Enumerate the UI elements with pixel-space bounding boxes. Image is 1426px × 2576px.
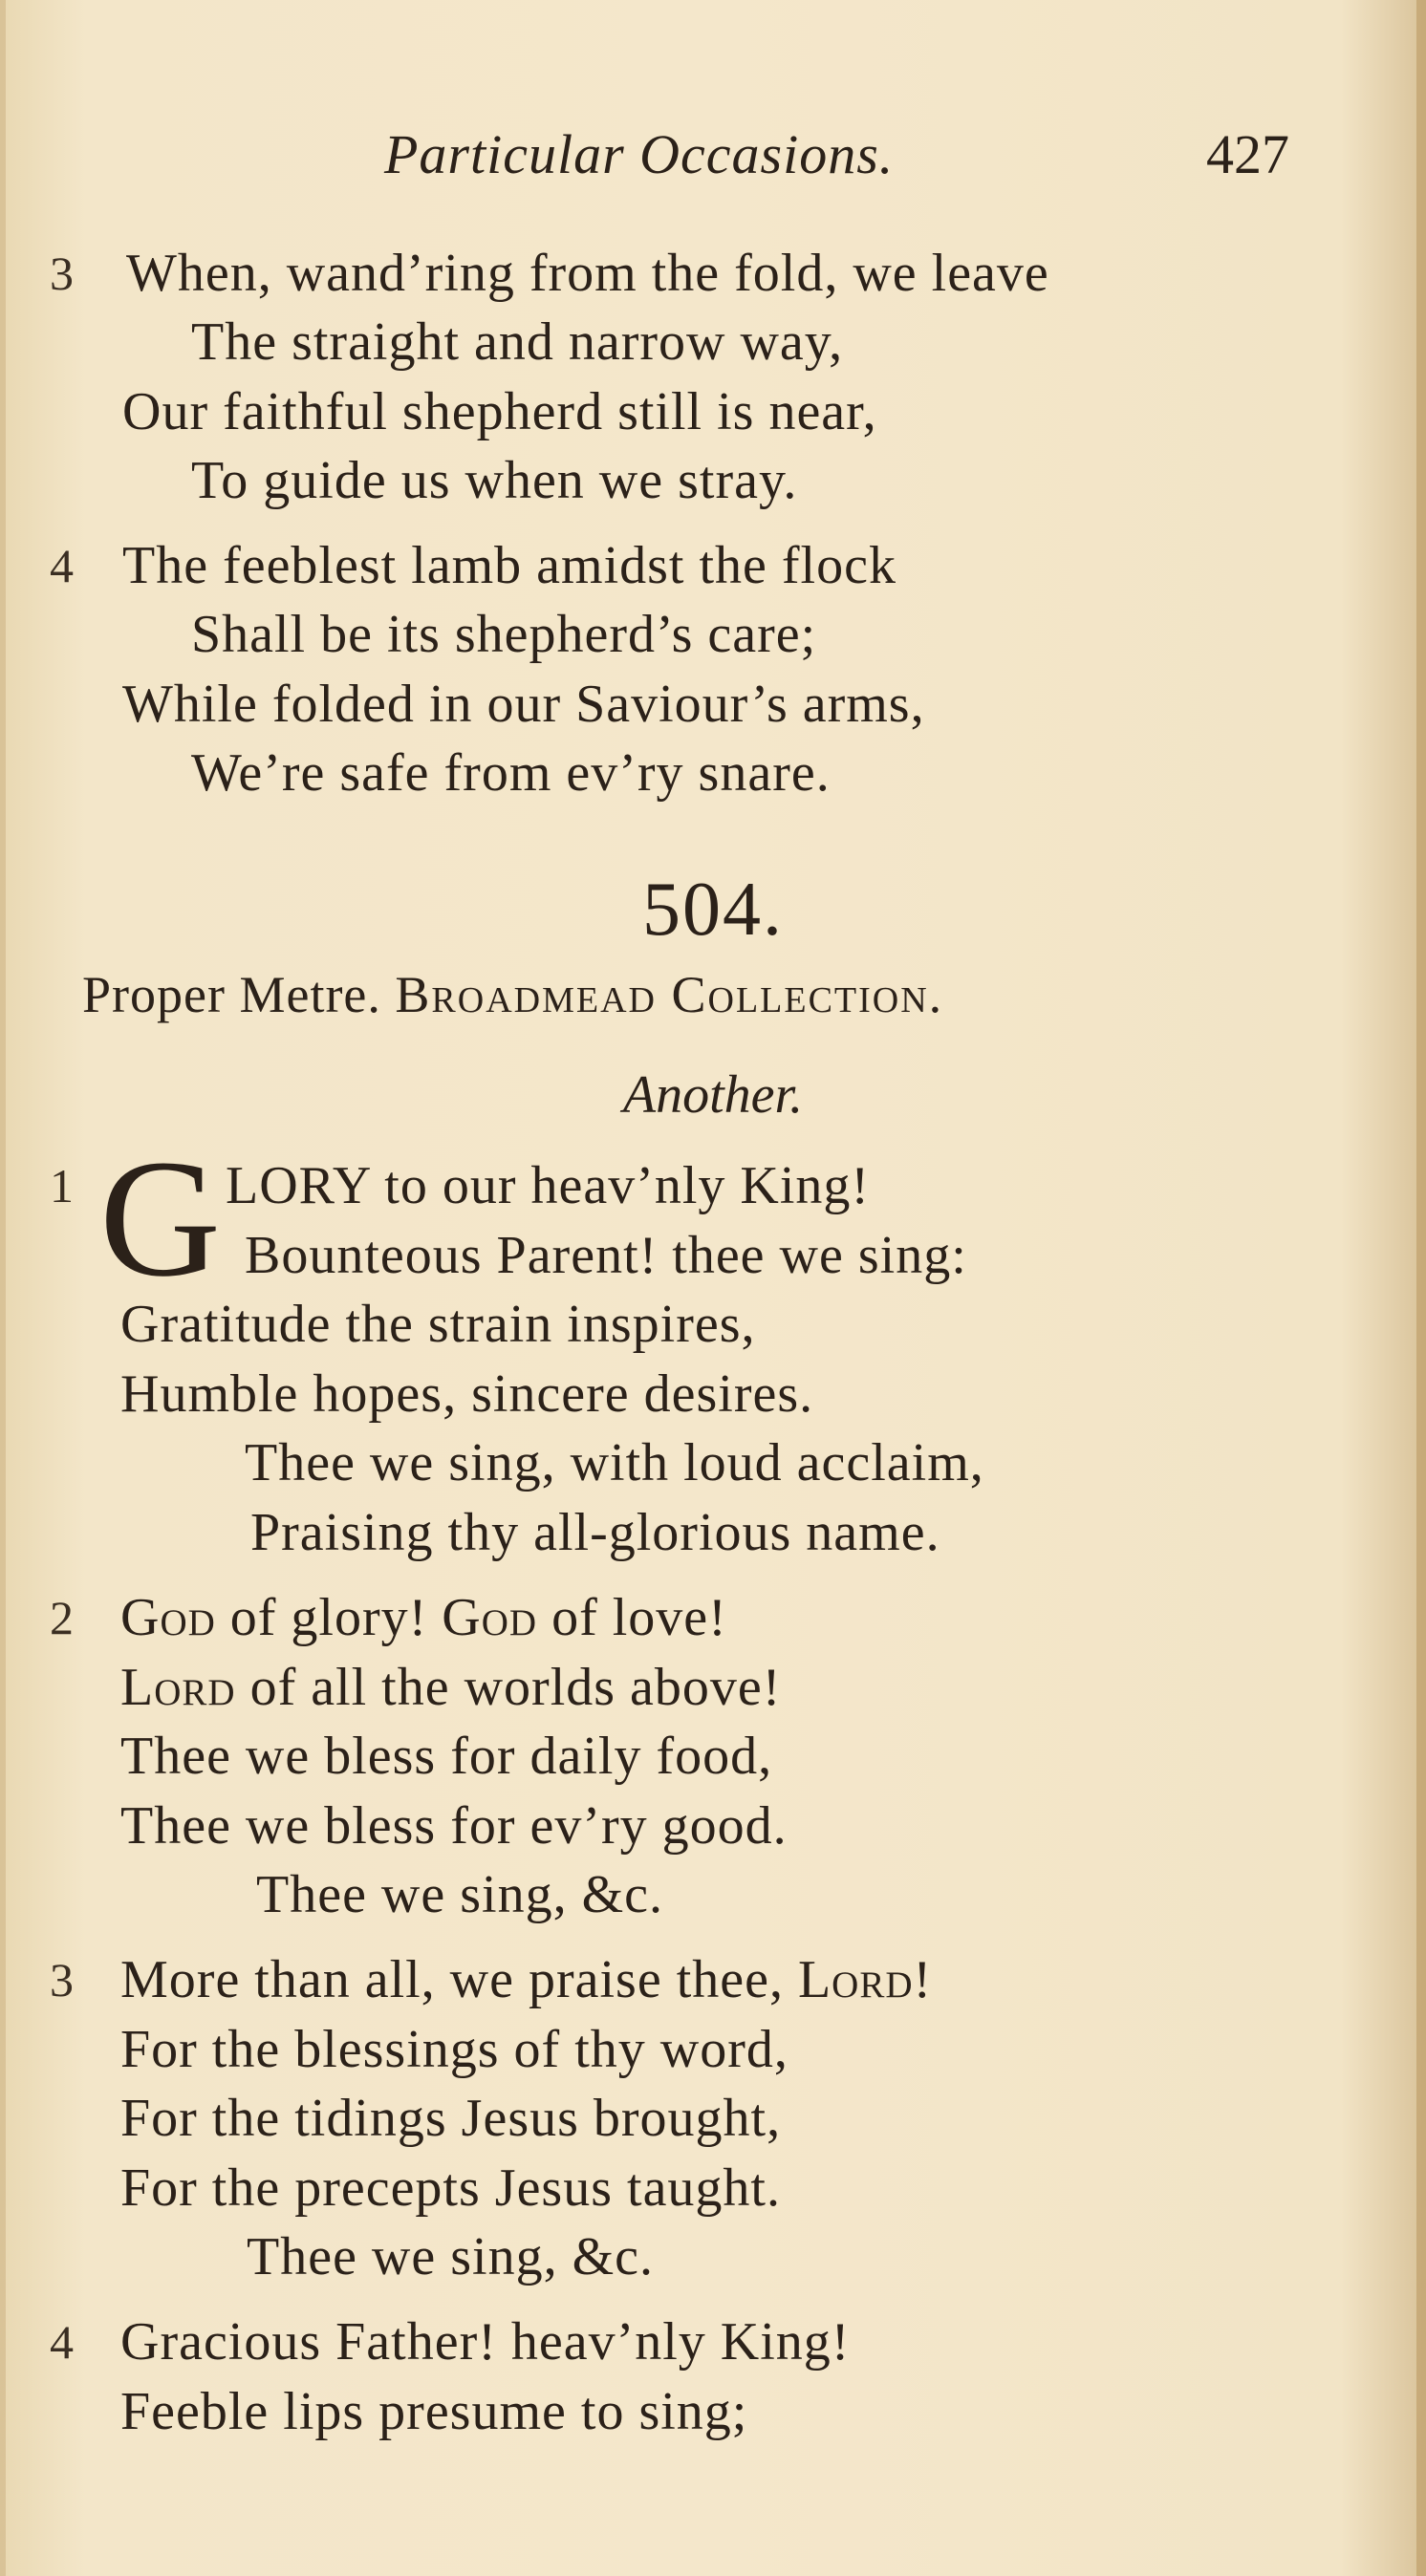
small-caps-word: Lord xyxy=(797,1950,914,2009)
verse-line: Bounteous Parent! thee we sing: xyxy=(245,1226,967,1285)
verse-fragment: of glory! xyxy=(215,1588,443,1647)
stanza-number: 2 xyxy=(50,1591,74,1644)
page-edge-left xyxy=(0,0,6,2576)
verse-line: Humble hopes, sincere desires. xyxy=(120,1364,814,1424)
verse-line: LORY to our heav’nly King! xyxy=(226,1156,871,1215)
verse-line: Gratitude the strain inspires, xyxy=(120,1295,756,1354)
verse-line: For the tidings Jesus brought, xyxy=(120,2089,782,2148)
stanza-number: 1 xyxy=(50,1159,74,1213)
verse-line xyxy=(120,1583,727,1652)
verse-line: For the blessings of thy word, xyxy=(120,2020,789,2079)
verse-fragment: ! xyxy=(913,1950,933,2009)
small-caps-word: Lord xyxy=(120,1658,236,1717)
verse-line: Our faithful shepherd still is near, xyxy=(122,382,877,441)
verse-line: Thee we bless for ev’ry good. xyxy=(120,1796,788,1856)
verse-line: Thee we sing, &c. xyxy=(247,2227,654,2286)
tune-name: Another. xyxy=(622,1065,804,1125)
collection: Broadmead Collection. xyxy=(395,966,944,1023)
verse-line: The straight and narrow way, xyxy=(191,312,844,372)
verse-line: To guide us when we stray. xyxy=(191,451,798,510)
hymn-number: 504. xyxy=(642,868,784,952)
page-header xyxy=(0,122,1426,199)
small-caps-word: God xyxy=(120,1588,216,1647)
verse-fragment: of all the worlds above! xyxy=(235,1658,782,1717)
stanza-number: 3 xyxy=(50,1953,74,2007)
verse-fragment: of love! xyxy=(537,1588,727,1647)
small-caps-word: God xyxy=(442,1588,538,1647)
verse-line: While folded in our Saviour’s arms, xyxy=(122,675,925,734)
verse-line: The feeblest lamb amidst the flock xyxy=(122,536,897,595)
drop-cap: G xyxy=(99,1126,222,1312)
verse-line: Feeble lips presume to sing; xyxy=(120,2382,748,2441)
verse-line xyxy=(120,1945,932,2014)
page-number: 427 xyxy=(1206,123,1289,185)
stanza-number: 3 xyxy=(50,247,74,300)
running-title: Particular Occasions. xyxy=(384,123,895,185)
verse-line: Praising thy all-glorious name. xyxy=(250,1503,940,1562)
verse-line: For the precepts Jesus taught. xyxy=(120,2158,781,2218)
verse-line: We’re safe from ev’ry snare. xyxy=(191,743,831,803)
verse-line: Thee we bless for daily food, xyxy=(120,1727,773,1786)
verse-line xyxy=(120,1653,781,1722)
stanza-number: 4 xyxy=(50,539,74,592)
verse-line: Shall be its shepherd’s care; xyxy=(191,605,817,664)
verse-line: Thee we sing, &c. xyxy=(256,1865,663,1924)
page-edge-right xyxy=(1416,0,1426,2576)
verse-line: Thee we sing, with loud acclaim, xyxy=(245,1433,984,1492)
verse-fragment: More than all, we praise thee, xyxy=(120,1950,798,2009)
metre-line xyxy=(82,960,943,1029)
stanza-number: 4 xyxy=(50,2315,74,2369)
verse-line: Gracious Father! heav’nly King! xyxy=(120,2312,851,2372)
verse-line: When, wand’ring from the fold, we leave xyxy=(126,244,1049,303)
metre: Proper Metre. xyxy=(82,966,381,1023)
